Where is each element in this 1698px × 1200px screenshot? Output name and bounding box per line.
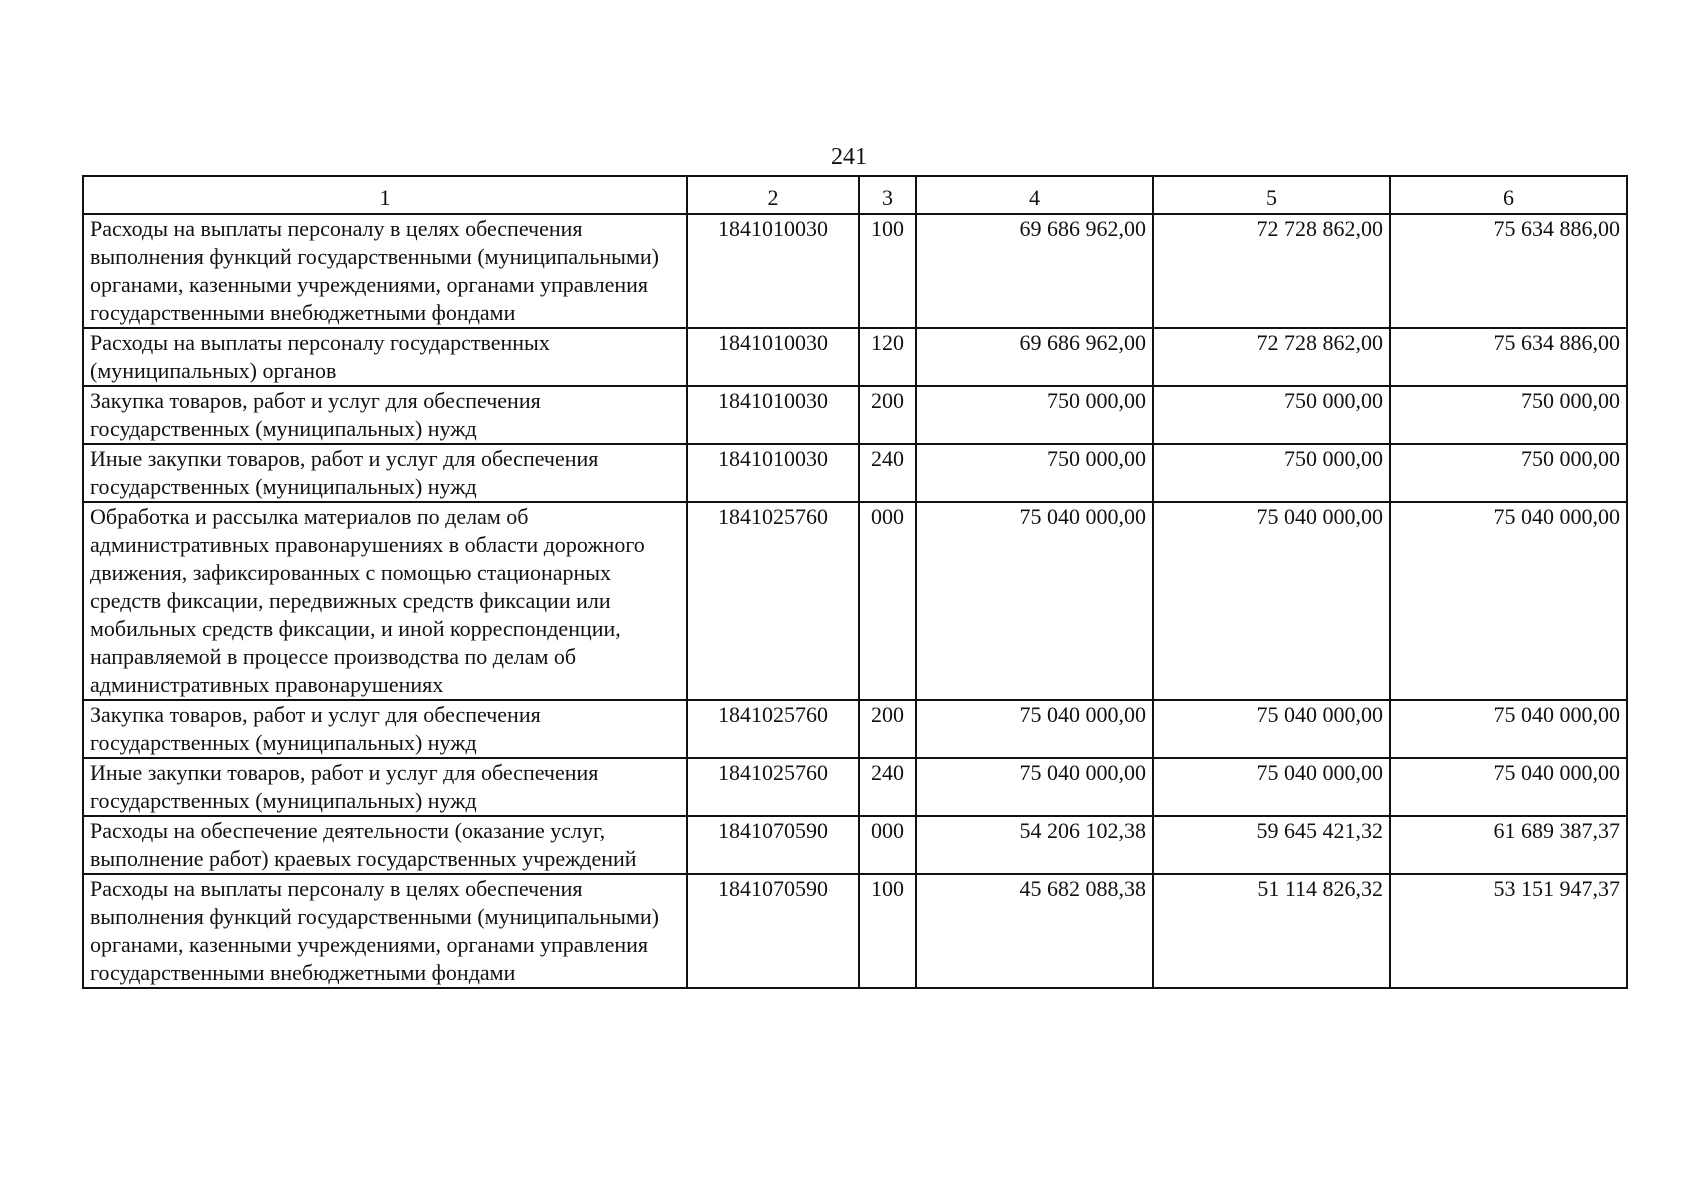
expense-type-cell: 200 [859,386,916,444]
header-cell: 4 [916,176,1153,214]
amount-cell: 69 686 962,00 [916,214,1153,328]
amount-cell: 750 000,00 [916,444,1153,502]
target-code-cell: 1841010030 [687,444,859,502]
table-row [83,328,1627,386]
amount-cell: 75 040 000,00 [1390,502,1627,700]
amount-cell: 69 686 962,00 [916,328,1153,386]
amount-cell: 54 206 102,38 [916,816,1153,874]
amount-cell: 75 040 000,00 [1390,758,1627,816]
target-code-cell: 1841070590 [687,816,859,874]
amount-cell: 45 682 088,38 [916,874,1153,988]
target-code-cell: 1841070590 [687,874,859,988]
amount-cell: 75 634 886,00 [1390,214,1627,328]
expense-type-cell: 000 [859,816,916,874]
table-row [83,502,1627,700]
amount-cell: 750 000,00 [1390,444,1627,502]
description-cell: Расходы на выплаты персоналу в целях обеспечения выполнения функций государственными (муниципальными) органами, казенными учреждениями, органами управления государственными внебюджетными фондами [83,874,687,988]
expense-type-cell: 120 [859,328,916,386]
description-cell: Закупка товаров, работ и услуг для обеспечения государственных (муниципальных) нужд [83,386,687,444]
amount-cell: 75 634 886,00 [1390,328,1627,386]
amount-cell: 750 000,00 [1153,444,1390,502]
description-cell: Расходы на выплаты персоналу в целях обеспечения выполнения функций государственными (муниципальными) органами, казенными учреждениями, органами управления государственными внебюджетными фондами [83,214,687,328]
expense-type-cell: 240 [859,758,916,816]
amount-cell: 75 040 000,00 [916,700,1153,758]
table-row [83,758,1627,816]
target-code-cell: 1841010030 [687,386,859,444]
amount-cell: 750 000,00 [1153,386,1390,444]
table-row [83,816,1627,874]
table-row [83,700,1627,758]
expense-type-cell: 240 [859,444,916,502]
amount-cell: 51 114 826,32 [1153,874,1390,988]
amount-cell: 72 728 862,00 [1153,214,1390,328]
expense-type-cell: 100 [859,214,916,328]
header-cell: 1 [83,176,687,214]
amount-cell: 75 040 000,00 [1153,502,1390,700]
amount-cell: 53 151 947,37 [1390,874,1627,988]
description-cell: Расходы на выплаты персоналу государственных (муниципальных) органов [83,328,687,386]
target-code-cell: 1841010030 [687,328,859,386]
table-row [83,386,1627,444]
target-code-cell: 1841025760 [687,700,859,758]
header-cell: 3 [859,176,916,214]
expense-type-cell: 100 [859,874,916,988]
amount-cell: 75 040 000,00 [1153,700,1390,758]
header-cell: 5 [1153,176,1390,214]
amount-cell: 59 645 421,32 [1153,816,1390,874]
description-cell: Закупка товаров, работ и услуг для обеспечения государственных (муниципальных) нужд [83,700,687,758]
amount-cell: 750 000,00 [1390,386,1627,444]
budget-table [82,175,1628,989]
target-code-cell: 1841025760 [687,502,859,700]
amount-cell: 75 040 000,00 [916,758,1153,816]
description-cell: Расходы на обеспечение деятельности (оказание услуг, выполнение работ) краевых государственных учреждений [83,816,687,874]
header-row [83,176,1627,214]
header-cell: 2 [687,176,859,214]
description-cell: Обработка и рассылка материалов по делам об административных правонарушениях в области дорожного движения, зафиксированных с помощью стационарных средств фиксации, передвижных средств фиксации или мобильных средств фиксации, и иной корреспонденции, направляемой в процессе производства по делам об административных правонарушениях [83,502,687,700]
amount-cell: 61 689 387,37 [1390,816,1627,874]
page-number: 241 [831,144,867,170]
table-row [83,874,1627,988]
description-cell: Иные закупки товаров, работ и услуг для обеспечения государственных (муниципальных) нужд [83,444,687,502]
target-code-cell: 1841025760 [687,758,859,816]
table-row [83,214,1627,328]
table-row [83,444,1627,502]
amount-cell: 75 040 000,00 [1390,700,1627,758]
expense-type-cell: 000 [859,502,916,700]
amount-cell: 75 040 000,00 [916,502,1153,700]
header-cell: 6 [1390,176,1627,214]
amount-cell: 750 000,00 [916,386,1153,444]
expense-type-cell: 200 [859,700,916,758]
target-code-cell: 1841010030 [687,214,859,328]
amount-cell: 72 728 862,00 [1153,328,1390,386]
amount-cell: 75 040 000,00 [1153,758,1390,816]
description-cell: Иные закупки товаров, работ и услуг для обеспечения государственных (муниципальных) нужд [83,758,687,816]
